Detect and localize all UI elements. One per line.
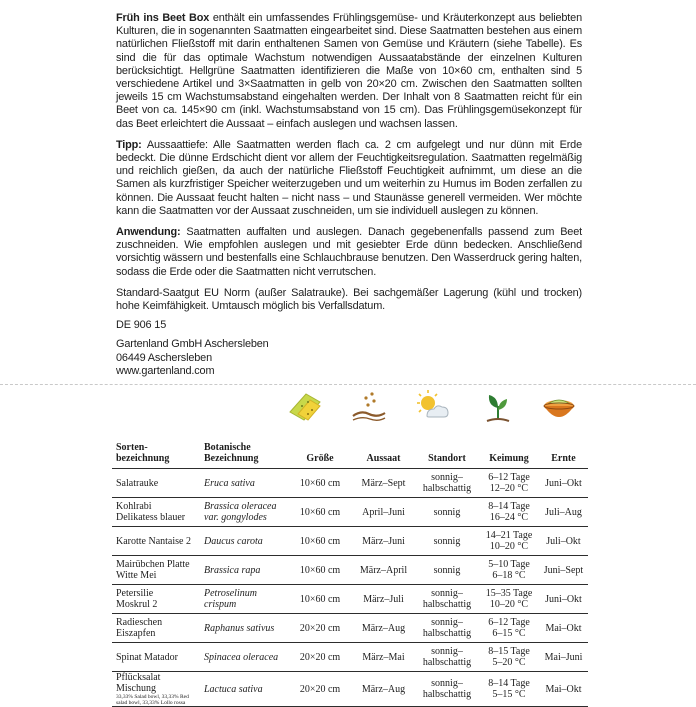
cell-botanical: Eruca sativa — [200, 469, 288, 498]
usage-paragraph — [116, 226, 582, 279]
header-germination: Keimung — [479, 428, 539, 469]
table-icons-row — [112, 388, 588, 428]
sprout-icon — [479, 388, 517, 426]
company-city: 06449 Aschersleben — [116, 351, 212, 364]
cell-botanical: Brassica oleracea var. gongylodes — [200, 498, 288, 527]
cell-variety: Salatrauke — [112, 469, 200, 498]
cell-variety: Kohlrabi Delikatess blauer — [112, 498, 200, 527]
header-location: Standort — [415, 428, 479, 469]
cell-harvest: Mai–Okt — [539, 672, 588, 707]
table-row — [112, 585, 588, 614]
cell-variety: Radieschen Eiszapfen — [112, 614, 200, 643]
cell-location: sonnig– halbschattig — [415, 614, 479, 643]
cell-sowing: März–Aug — [352, 672, 415, 707]
cell-germination: 6–12 Tage 6–15 °C — [479, 614, 539, 643]
tip-text: Aussaattiefe: Alle Saatmatten werden flach ca. 2 cm aufgelegt und nur dünn mit Erde bedeckt. Die dünne Erdschicht dient vor allem der Feuchtigkeitsregulation. Saatmatten regelmäßig und reichlich gießen, da auch der natürliche Fließstoff Feuchtigkeit aufnimmt, um diese an die Samen als kurzfristiger Speicher weiterzugeben und um weiterhin zu Humus im Boden zerfallen zu können. Die Aussaat feucht halten – nicht nass – und Staunässe generell vermeiden. Wer möchte kann die Saatmatten vor der Aussaat zuschneiden, um sie individuell auslegen zu können. — [116, 138, 582, 217]
cell-harvest: Juni–Okt — [539, 469, 588, 498]
intro-paragraph — [116, 12, 582, 131]
cell-variety: Spinat Matador — [112, 643, 200, 672]
cell-size: 10×60 cm — [288, 556, 352, 585]
cell-location: sonnig — [415, 556, 479, 585]
cell-sowing: März–Juni — [352, 527, 415, 556]
cell-location: sonnig– halbschattig — [415, 672, 479, 707]
table-header-row — [112, 428, 588, 469]
table-body — [112, 469, 588, 707]
cell-size: 20×20 cm — [288, 672, 352, 707]
cell-variety: Karotte Nantaise 2 — [112, 527, 200, 556]
table-row — [112, 556, 588, 585]
tip-label: Tipp: — [116, 138, 142, 151]
cell-location: sonnig — [415, 527, 479, 556]
cell-botanical: Spinacea oleracea — [200, 643, 288, 672]
cell-location: sonnig — [415, 498, 479, 527]
cell-size: 10×60 cm — [288, 469, 352, 498]
cell-harvest: Mai–Juni — [539, 643, 588, 672]
header-botanical: Botanische Bezeichnung — [200, 428, 288, 469]
cell-germination: 15–35 Tage 10–20 °C — [479, 585, 539, 614]
tip-paragraph — [116, 139, 582, 218]
header-harvest: Ernte — [539, 428, 588, 469]
cell-harvest: Juli–Aug — [539, 498, 588, 527]
cell-size: 10×60 cm — [288, 498, 352, 527]
table-row — [112, 672, 588, 707]
cell-botanical: Raphanus sativus — [200, 614, 288, 643]
cell-germination: 8–15 Tage 5–20 °C — [479, 643, 539, 672]
sowing-icon — [350, 388, 388, 426]
cell-size: 10×60 cm — [288, 527, 352, 556]
variety-mix-note: salad bowl, 33,33% Lollo rossa — [116, 700, 186, 706]
company-address — [116, 338, 582, 378]
usage-label: Anwendung: — [116, 226, 181, 239]
sun-cloud-icon — [413, 388, 451, 426]
cell-location: sonnig– halbschattig — [415, 585, 479, 614]
cell-botanical: Brassica rapa — [200, 556, 288, 585]
intro-text: enthält ein umfassendes Frühlingsgemüse- und Kräuterkonzept aus beliebten Kulturen, die in sogenannten Saatmatten eingearbeitet sind. Diese Saatmatten bestehen aus einem natürlichen Fließstoff mit darin enthaltenen Samen von Gemüse und Kräutern (siehe Tabelle). Es sind die für das optimale Wachstum notwendigen Aussaatabstände der einzelnen Kulturen berücksichtigt. Hellgrüne Saatmatten identifizieren die Maße von 10×60 cm, enthalten sind 5 verschiedene Artikel und 3×Saatmatten in gelb von 20×20 cm. Zwischen den Saatmatten sollten jeweils 15 cm Wachstumsabstand eingehalten werden. Der Inhalt von 8 Saatmatten reicht für ein Beet von ca. 145×90 cm (inkl. Wachstumsabstand von 15 cm). Das Frühlingsgemüsekonzept für das Beet erleichtert die Aussaat – einfach auslegen und wachsen lassen. — [116, 12, 582, 130]
cell-sowing: März–April — [352, 556, 415, 585]
cell-size: 20×20 cm — [288, 614, 352, 643]
article-code: DE 906 15 — [116, 319, 167, 332]
table-row — [112, 498, 588, 527]
company-name: Gartenland GmbH Aschersleben — [116, 338, 269, 351]
variety-table — [112, 428, 588, 707]
cell-sowing: April–Juni — [352, 498, 415, 527]
cell-harvest: Juli–Okt — [539, 527, 588, 556]
cell-botanical: Daucus carota — [200, 527, 288, 556]
cell-harvest: Juni–Sept — [539, 556, 588, 585]
header-sowing: Aussaat — [352, 428, 415, 469]
cell-sowing: März–Sept — [352, 469, 415, 498]
harvest-bowl-icon — [540, 388, 578, 426]
cell-variety: Petersilie Moskrul 2 — [112, 585, 200, 614]
cell-botanical: Petroselinum crispum — [200, 585, 288, 614]
usage-text: Saatmatten auffalten und auslegen. Danach gegebenenfalls passend zum Beet zuschneiden. Wie empfohlen auslegen und mit gesiebter Erde dünn bedecken. Anschließend vorsichtig wässern und bestenfalls eine Schlauchbrause benutzen. Den Wasserdruck gering halten, sodass die Erde oder die Saatmatten nicht verrutschen. — [116, 226, 582, 278]
cell-variety: Pflücksalat Mischung 33,33% Salad bowl, 33,33% Red salad bowl, 33,33% Lollo rossa — [112, 672, 200, 707]
header-variety: Sorten- bezeichnung — [112, 428, 200, 469]
cell-sowing: März–Juli — [352, 585, 415, 614]
instructions-text — [116, 12, 582, 378]
cell-size: 20×20 cm — [288, 643, 352, 672]
company-website[interactable]: www.gartenland.com — [116, 364, 215, 377]
cell-germination: 8–14 Tage 5–15 °C — [479, 672, 539, 707]
header-size: Größe — [288, 428, 352, 469]
cell-botanical: Lactuca sativa — [200, 672, 288, 707]
table-row — [112, 614, 588, 643]
cell-sowing: März–Aug — [352, 614, 415, 643]
cell-location: sonnig– halbschattig — [415, 469, 479, 498]
table-row — [112, 643, 588, 672]
seed-mat-icon — [286, 388, 324, 426]
table-row — [112, 527, 588, 556]
cell-harvest: Juni–Okt — [539, 585, 588, 614]
cell-germination: 6–12 Tage 12–20 °C — [479, 469, 539, 498]
table-row — [112, 469, 588, 498]
cell-size: 10×60 cm — [288, 585, 352, 614]
cell-sowing: März–Mai — [352, 643, 415, 672]
cell-location: sonnig– halbschattig — [415, 643, 479, 672]
variety-mix-note: 33,33% Salad bowl, 33,33% Red — [116, 694, 189, 700]
cell-germination: 5–10 Tage 6–18 °C — [479, 556, 539, 585]
product-name: Früh ins Beet Box — [116, 12, 210, 24]
cell-germination: 8–14 Tage 16–24 °C — [479, 498, 539, 527]
cell-variety: Mairübchen Platte Witte Mei — [112, 556, 200, 585]
variety-table-section — [112, 388, 588, 707]
cell-germination: 14–21 Tage 10–20 °C — [479, 527, 539, 556]
section-divider — [0, 384, 696, 385]
cell-harvest: Mai–Okt — [539, 614, 588, 643]
standard-paragraph: Standard-Saatgut EU Norm (außer Salatrauke). Bei sachgemäßer Lagerung (kühl und trocken) hohe Keimfähigkeit. Umtausch möglich bis Verfallsdatum. — [116, 286, 582, 313]
